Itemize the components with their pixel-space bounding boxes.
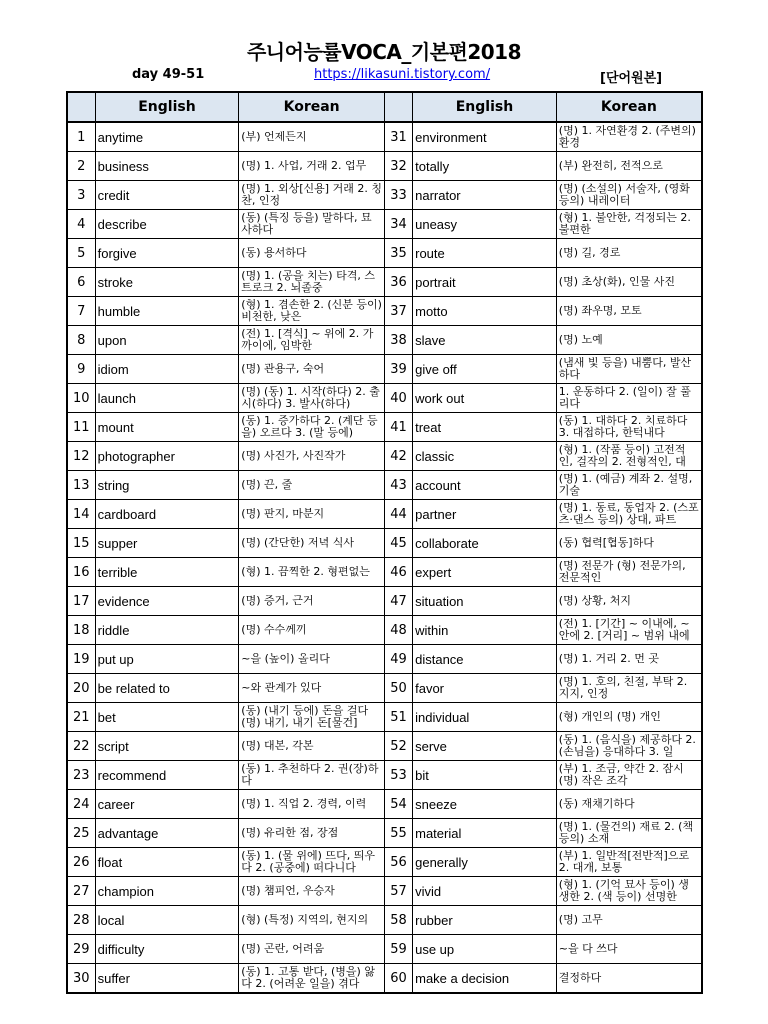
table-row [67,819,702,848]
korean-meaning-left [239,645,385,674]
korean-meaning-text: (부) 1. 조금, 약간 2. 잠시 (명) 작은 조각 [558,763,684,787]
korean-meaning-text: (명) 1. (예금) 계좌 2. 설명, 기술 [558,473,693,497]
korean-meaning-left [239,210,385,239]
header-english-right: English [413,92,557,122]
korean-meaning-left [239,964,385,994]
korean-meaning-left [239,122,385,152]
word-number-right: 50 [384,674,412,703]
korean-meaning-text: (명) 길, 경로 [558,247,621,259]
korean-meaning-text: ~을 다 쓰다 [558,943,618,955]
english-word-right: favor [413,674,557,703]
korean-meaning-left [239,790,385,819]
word-number-right: 35 [384,239,412,268]
word-number-left: 4 [67,210,95,239]
english-word-right: slave [413,326,557,355]
english-word-left: suffer [95,964,239,994]
korean-meaning-right [556,239,702,268]
korean-meaning-text: (명) 관용구, 숙어 [241,363,325,375]
english-word-left: string [95,471,239,500]
korean-meaning-left [239,558,385,587]
english-word-left: stroke [95,268,239,297]
korean-meaning-left [239,935,385,964]
korean-meaning-left [239,384,385,413]
korean-meaning-right [556,616,702,645]
word-number-left: 23 [67,761,95,790]
english-word-left: idiom [95,355,239,384]
header-korean-right: Korean [556,92,702,122]
korean-meaning-text: (동) 1. 추천하다 2. 권(장)하다 [241,763,379,787]
word-number-right: 34 [384,210,412,239]
english-word-left: local [95,906,239,935]
table-row [67,268,702,297]
korean-meaning-text: (명) (동) 1. 시작(하다) 2. 출시(하다) 3. 발사(하다) [241,386,380,410]
korean-meaning-left [239,297,385,326]
korean-meaning-text: (형) 1. (작품 등이) 고전적인, 걸작의 2. 전형적인, 대 [558,444,686,468]
korean-meaning-left [239,674,385,703]
english-word-left: script [95,732,239,761]
day-range: day 49-51 [132,67,205,82]
word-number-right: 39 [384,355,412,384]
word-number-right: 48 [384,616,412,645]
korean-meaning-right [556,210,702,239]
english-word-left: humble [95,297,239,326]
english-word-left: career [95,790,239,819]
korean-meaning-text: (동) (내기 등에) 돈을 걸다 (명) 내기, 내기 돈[물건] [241,705,369,729]
english-word-left: recommend [95,761,239,790]
english-word-left: terrible [95,558,239,587]
korean-meaning-right [556,442,702,471]
word-number-left: 26 [67,848,95,877]
english-word-left: difficulty [95,935,239,964]
table-row [67,732,702,761]
word-number-right: 40 [384,384,412,413]
korean-meaning-left [239,906,385,935]
english-word-left: cardboard [95,500,239,529]
word-number-left: 19 [67,645,95,674]
korean-meaning-right [556,384,702,413]
english-word-left: float [95,848,239,877]
word-number-right: 60 [384,964,412,994]
word-number-left: 10 [67,384,95,413]
korean-meaning-right [556,906,702,935]
korean-meaning-left [239,732,385,761]
word-number-right: 58 [384,906,412,935]
korean-meaning-right [556,703,702,732]
korean-meaning-text: (명) 1. 직업 2. 경력, 이력 [241,798,367,810]
word-number-left: 27 [67,877,95,906]
korean-meaning-text: (명) 수수께끼 [241,624,307,636]
korean-meaning-right [556,848,702,877]
korean-meaning-text: (명) 사진가, 사진작가 [241,450,346,462]
korean-meaning-left [239,848,385,877]
word-number-left: 29 [67,935,95,964]
word-number-left: 13 [67,471,95,500]
table-row [67,645,702,674]
korean-meaning-right [556,268,702,297]
word-number-right: 44 [384,500,412,529]
table-row [67,413,702,442]
korean-meaning-text: (동) 1. 대하다 2. 치료하다 3. 대접하다, 한턱내다 [558,415,688,439]
table-row [67,964,702,994]
word-number-left: 5 [67,239,95,268]
table-header-row [67,92,702,122]
word-number-left: 18 [67,616,95,645]
korean-meaning-text: (냄새 빛 등을) 내뿜다, 발산하다 [558,357,692,381]
table-row [67,906,702,935]
source-link[interactable]: https://likasuni.tistory.com/ [314,67,491,82]
korean-meaning-right [556,152,702,181]
word-number-right: 37 [384,297,412,326]
english-word-left: be related to [95,674,239,703]
korean-meaning-right [556,819,702,848]
english-word-right: narrator [413,181,557,210]
word-number-left: 28 [67,906,95,935]
korean-meaning-text: ~을 (높이) 올리다 [241,653,330,665]
korean-meaning-left [239,500,385,529]
word-number-left: 22 [67,732,95,761]
korean-meaning-left [239,616,385,645]
word-number-right: 53 [384,761,412,790]
korean-meaning-text: (전) 1. [격식] ~ 위에 2. 가까이에, 임박한 [241,328,374,352]
korean-meaning-text: (동) 협력[협동]하다 [558,537,654,549]
word-number-left: 9 [67,355,95,384]
korean-meaning-text: (명) 곤란, 어려움 [241,943,325,955]
english-word-right: expert [413,558,557,587]
korean-meaning-right [556,122,702,152]
table-row [67,935,702,964]
document-tag: [단어원본] [600,71,663,86]
english-word-left: business [95,152,239,181]
korean-meaning-text: (명) 끈, 줄 [241,479,293,491]
word-number-left: 1 [67,122,95,152]
english-word-left: advantage [95,819,239,848]
korean-meaning-text: (형) (특정) 지역의, 현지의 [241,914,369,926]
korean-meaning-left [239,152,385,181]
subtitle-row [0,67,768,87]
korean-meaning-right [556,964,702,994]
word-number-right: 41 [384,413,412,442]
word-number-left: 16 [67,558,95,587]
english-word-right: within [413,616,557,645]
korean-meaning-left [239,268,385,297]
english-word-right: serve [413,732,557,761]
english-word-right: account [413,471,557,500]
english-word-left: forgive [95,239,239,268]
english-word-right: bit [413,761,557,790]
korean-meaning-text: (명) 1. 외상[신용] 거래 2. 칭찬, 인정 [241,183,382,207]
word-number-left: 12 [67,442,95,471]
table-row [67,239,702,268]
word-number-right: 43 [384,471,412,500]
english-word-right: use up [413,935,557,964]
word-number-left: 17 [67,587,95,616]
word-number-left: 11 [67,413,95,442]
korean-meaning-text: (전) 1. [기간] ~ 이내에, ~ 안에 2. [거리] ~ 범위 내에 [558,618,690,642]
korean-meaning-text: (명) 1. 호의, 친절, 부탁 2. 지지, 인정 [558,676,688,700]
table-row [67,558,702,587]
word-number-right: 47 [384,587,412,616]
table-row [67,442,702,471]
korean-meaning-left [239,442,385,471]
english-word-right: partner [413,500,557,529]
korean-meaning-text: (동) 1. 증가하다 2. (계단 등을) 오르다 3. (말 등에) [241,415,378,439]
word-number-right: 32 [384,152,412,181]
header-number-left [67,92,95,122]
korean-meaning-text: (형) 1. (기억 묘사 등이) 생생한 2. (색 등이) 선명한 [558,879,689,903]
korean-meaning-text: (명) 노예 [558,334,603,346]
korean-meaning-right [556,761,702,790]
english-word-right: totally [413,152,557,181]
english-word-right: individual [413,703,557,732]
english-word-right: motto [413,297,557,326]
table-row [67,761,702,790]
english-word-right: uneasy [413,210,557,239]
korean-meaning-right [556,645,702,674]
table-row [67,326,702,355]
vocabulary-table [66,91,703,994]
table-row [67,297,702,326]
table-row [67,500,702,529]
table-row [67,587,702,616]
word-number-left: 25 [67,819,95,848]
korean-meaning-right [556,877,702,906]
table-row [67,210,702,239]
word-number-left: 14 [67,500,95,529]
korean-meaning-left [239,239,385,268]
table-row [67,122,702,152]
header-number-right [384,92,412,122]
korean-meaning-text: (동) 용서하다 [241,247,307,259]
word-number-left: 20 [67,674,95,703]
korean-meaning-left [239,703,385,732]
english-word-left: credit [95,181,239,210]
korean-meaning-right [556,935,702,964]
korean-meaning-text: (형) 개인의 (명) 개인 [558,711,661,723]
korean-meaning-text: (부) 언제든지 [241,131,307,143]
korean-meaning-text: (명) 고무 [558,914,603,926]
english-word-left: supper [95,529,239,558]
table-row [67,848,702,877]
korean-meaning-text: (부) 완전히, 전적으로 [558,160,663,172]
english-word-right: treat [413,413,557,442]
english-word-right: rubber [413,906,557,935]
korean-meaning-text: (형) 1. 불안한, 걱정되는 2. 불편한 [558,212,691,236]
english-word-right: route [413,239,557,268]
word-number-right: 59 [384,935,412,964]
english-word-right: give off [413,355,557,384]
table-row [67,384,702,413]
word-number-right: 45 [384,529,412,558]
word-number-left: 2 [67,152,95,181]
word-number-right: 36 [384,268,412,297]
english-word-left: anytime [95,122,239,152]
korean-meaning-left [239,355,385,384]
word-number-left: 21 [67,703,95,732]
korean-meaning-text: (형) 1. 끔찍한 2. 형편없는 [241,566,370,578]
korean-meaning-text: (명) 증거, 근거 [241,595,314,607]
korean-meaning-right [556,326,702,355]
table-row [67,703,702,732]
word-number-right: 51 [384,703,412,732]
english-word-right: generally [413,848,557,877]
header-english-left: English [95,92,239,122]
word-number-right: 46 [384,558,412,587]
korean-meaning-text: 1. 운동하다 2. (일이) 잘 풀리다 [558,386,691,410]
word-number-left: 8 [67,326,95,355]
korean-meaning-text: (동) 1. 고통 받다, (병을) 앓다 2. (어려운 일을) 겪다 [241,966,375,990]
english-word-left: upon [95,326,239,355]
table-row [67,529,702,558]
english-word-left: put up [95,645,239,674]
english-word-right: sneeze [413,790,557,819]
korean-meaning-text: (부) 1. 일반적[전반적]으로 2. 대개, 보통 [558,850,690,874]
english-word-left: bet [95,703,239,732]
word-number-left: 6 [67,268,95,297]
table-row [67,616,702,645]
korean-meaning-left [239,761,385,790]
word-number-right: 31 [384,122,412,152]
korean-meaning-text: (형) 1. 겸손한 2. (신분 등이) 비천한, 낮은 [241,299,382,323]
korean-meaning-left [239,326,385,355]
korean-meaning-left [239,471,385,500]
english-word-right: distance [413,645,557,674]
korean-meaning-right [556,355,702,384]
table-row [67,674,702,703]
korean-meaning-text: ~와 관계가 있다 [241,682,322,694]
word-number-right: 57 [384,877,412,906]
word-number-left: 3 [67,181,95,210]
english-word-right: portrait [413,268,557,297]
korean-meaning-text: (명) 1. 거리 2. 먼 곳 [558,653,659,665]
korean-meaning-text: (명) 1. (물건의) 재료 2. (책 등의) 소재 [558,821,694,845]
word-number-right: 33 [384,181,412,210]
korean-meaning-text: (명) 좌우명, 모토 [558,305,642,317]
english-word-left: launch [95,384,239,413]
korean-meaning-left [239,181,385,210]
table-row [67,152,702,181]
korean-meaning-right [556,529,702,558]
korean-meaning-text: (명) 상황, 처지 [558,595,631,607]
korean-meaning-text: (명) 1. (공을 치는) 타격, 스트로크 2. 뇌졸중 [241,270,375,294]
english-word-left: champion [95,877,239,906]
table-row [67,181,702,210]
korean-meaning-right [556,587,702,616]
korean-meaning-left [239,819,385,848]
word-number-right: 52 [384,732,412,761]
english-word-right: material [413,819,557,848]
korean-meaning-text: (명) 초상(화), 인물 사진 [558,276,675,288]
word-number-right: 38 [384,326,412,355]
korean-meaning-text: (명) 1. 자연환경 2. (주변의) 환경 [558,125,696,149]
korean-meaning-right [556,558,702,587]
english-word-right: make a decision [413,964,557,994]
english-word-right: work out [413,384,557,413]
korean-meaning-right [556,181,702,210]
english-word-right: vivid [413,877,557,906]
word-number-left: 30 [67,964,95,994]
english-word-left: describe [95,210,239,239]
korean-meaning-right [556,790,702,819]
header-korean-left: Korean [239,92,385,122]
korean-meaning-left [239,413,385,442]
table-row [67,877,702,906]
korean-meaning-text: (명) 1. 동료, 동업자 2. (스포츠·댄스 등의) 상대, 파트 [558,502,699,526]
korean-meaning-text: (명) (간단한) 저녁 식사 [241,537,354,549]
korean-meaning-text: (동) 1. (음식을) 제공하다 2. (손님을) 응대하다 3. 일 [558,734,696,758]
page-title: 주니어능률VOCA_기본편2018 [246,40,521,64]
korean-meaning-right [556,500,702,529]
word-number-right: 56 [384,848,412,877]
korean-meaning-text: (명) 판지, 마분지 [241,508,325,520]
korean-meaning-text: (명) 대본, 각본 [241,740,314,752]
korean-meaning-left [239,529,385,558]
english-word-right: environment [413,122,557,152]
word-number-right: 49 [384,645,412,674]
korean-meaning-text: 결정하다 [558,972,602,984]
english-word-right: classic [413,442,557,471]
word-number-left: 24 [67,790,95,819]
korean-meaning-left [239,877,385,906]
table-row [67,355,702,384]
korean-meaning-text: (동) 재채기하다 [558,798,635,810]
korean-meaning-text: (명) (소설의) 서술자, (영화 등의) 내레이터 [558,183,690,207]
korean-meaning-text: (명) 1. 사업, 거래 2. 업무 [241,160,367,172]
korean-meaning-right [556,413,702,442]
english-word-right: collaborate [413,529,557,558]
korean-meaning-text: (동) 1. (물 위에) 뜨다, 띄우다 2. (공중에) 떠다니다 [241,850,375,874]
korean-meaning-text: (명) 유리한 점, 장점 [241,827,339,839]
word-number-right: 55 [384,819,412,848]
table-row [67,790,702,819]
korean-meaning-text: (명) 챔피언, 우승자 [241,885,335,897]
english-word-right: situation [413,587,557,616]
table-row [67,471,702,500]
english-word-left: evidence [95,587,239,616]
korean-meaning-text: (동) (특징 등을) 말하다, 묘사하다 [241,212,372,236]
korean-meaning-right [556,732,702,761]
english-word-left: riddle [95,616,239,645]
korean-meaning-right [556,674,702,703]
korean-meaning-right [556,471,702,500]
word-number-right: 42 [384,442,412,471]
korean-meaning-left [239,587,385,616]
korean-meaning-right [556,297,702,326]
word-number-right: 54 [384,790,412,819]
word-number-left: 15 [67,529,95,558]
english-word-left: photographer [95,442,239,471]
english-word-left: mount [95,413,239,442]
word-number-left: 7 [67,297,95,326]
korean-meaning-text: (명) 전문가 (형) 전문가의, 전문적인 [558,560,686,584]
